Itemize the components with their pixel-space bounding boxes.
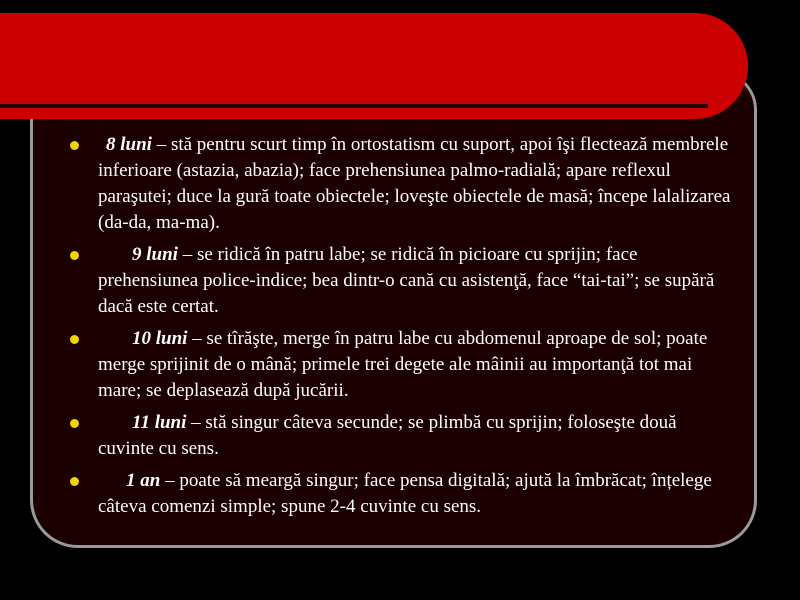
age-label: 9 luni <box>132 244 178 265</box>
bullet-icon <box>70 141 79 150</box>
item-text: – stă singur câteva secunde; se plimbă cu sprijin; foloseşte două cuvinte cu sens. <box>98 412 677 459</box>
item-text: – se ridică în patru labe; se ridică în picioare cu sprijin; face prehensiunea police-indice; bea dintr-o cană cu asistenţă, face “tai-tai”; se supără dacă este certat. <box>98 244 715 317</box>
bullet-list <box>66 132 736 526</box>
list-item <box>66 326 736 404</box>
bullet-icon <box>70 251 79 260</box>
list-item <box>66 468 736 520</box>
age-label: 11 luni <box>132 412 187 433</box>
list-item <box>66 132 736 236</box>
item-text: – poate să meargă singur; face pensa digitală; ajută la îmbrăcat; înțelege câteva comenzi simple; spune 2-4 cuvinte cu sens. <box>98 470 712 517</box>
age-label: 10 luni <box>132 328 188 349</box>
bullet-icon <box>70 419 79 428</box>
list-item <box>66 242 736 320</box>
banner-divider <box>0 104 708 108</box>
bullet-icon <box>70 477 79 486</box>
item-text: – se tîrăşte, merge în patru labe cu abdomenul aproape de sol; poate merge sprijinit de o mână; primele trei degete ale mâinii au importanţă tot mai mare; se deplasează după jucării. <box>98 328 708 401</box>
bullet-icon <box>70 335 79 344</box>
age-label: 1 an <box>126 470 161 491</box>
item-text: – stă pentru scurt timp în ortostatism cu suport, apoi îşi flectează membrele inferioare (astazia, abazia); face prehensiunea palmo-radială; apare reflexul paraşutei; duce la gură toate obiectele; loveşte obiectele de masă; începe lalalizarea (da-da, ma-ma). <box>98 134 731 233</box>
list-item <box>66 410 736 462</box>
age-label: 8 luni <box>106 134 152 155</box>
